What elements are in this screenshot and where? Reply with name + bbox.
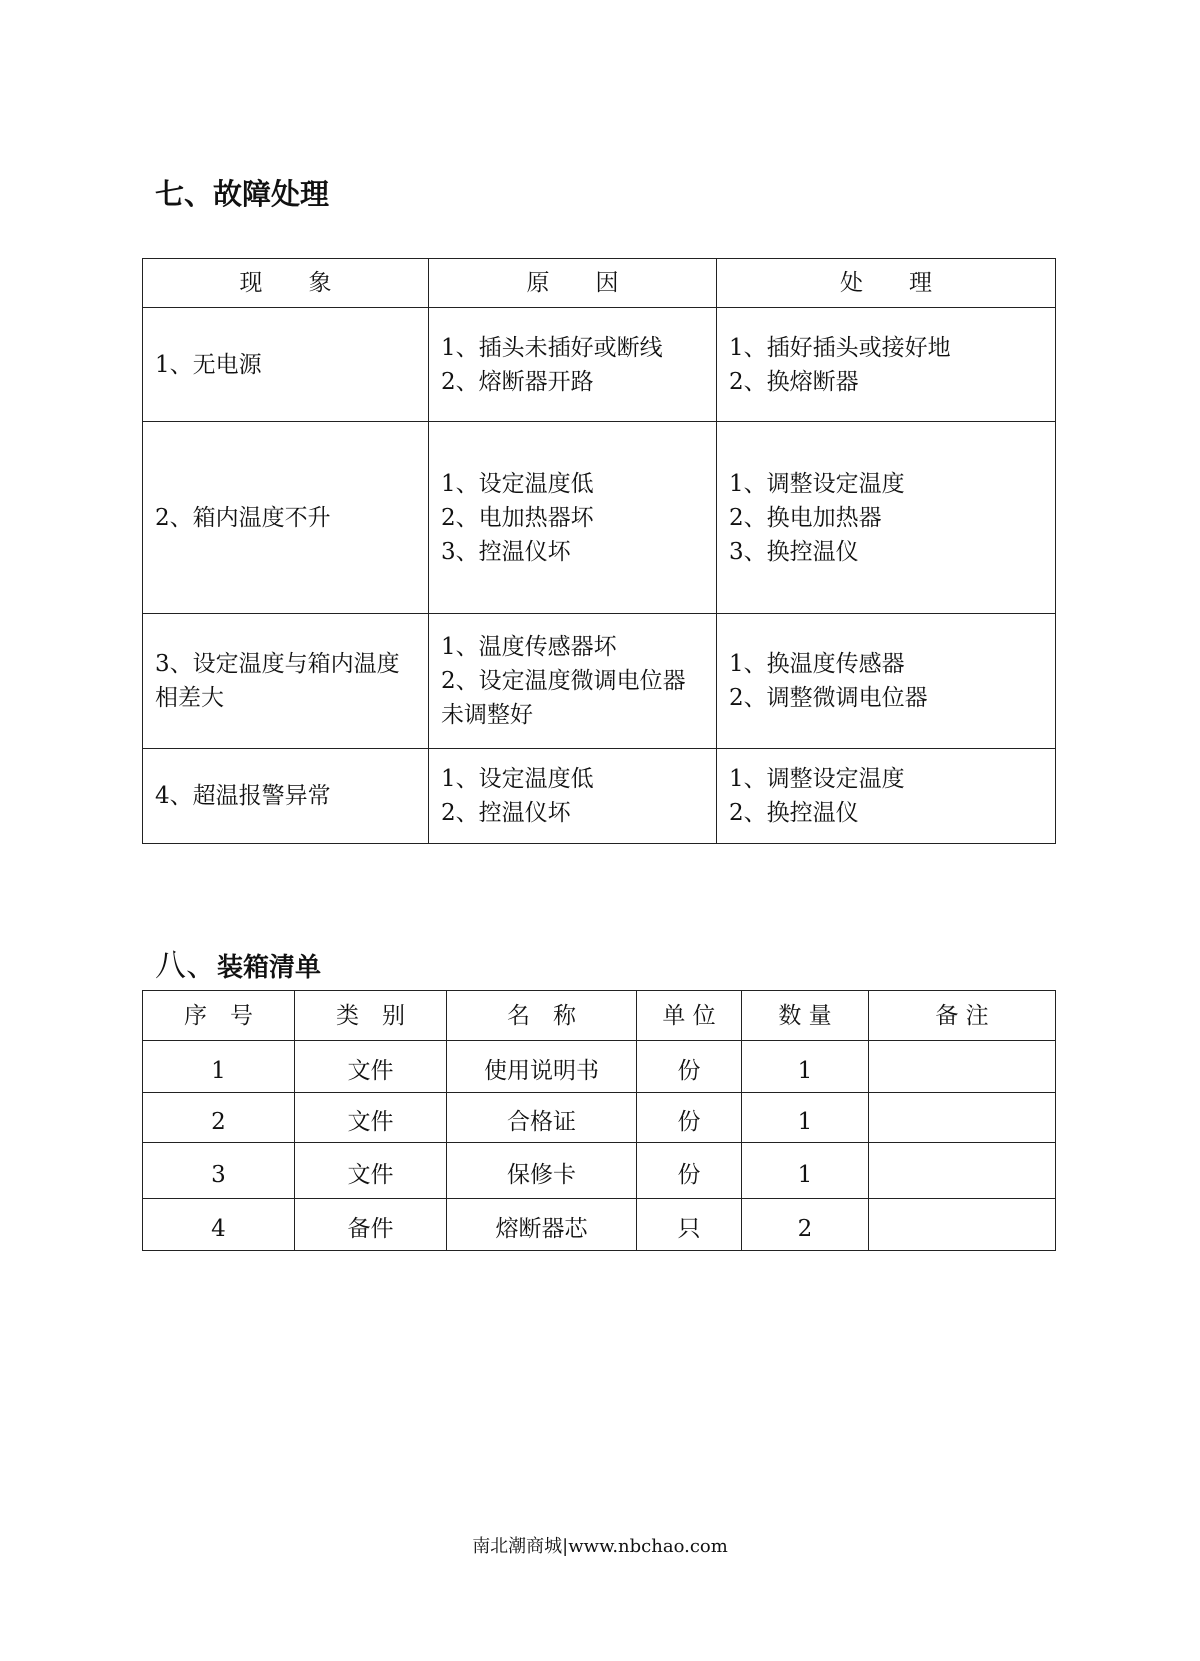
section8-label: 装箱清单 bbox=[217, 953, 322, 983]
section7-title: 七、故障处理 bbox=[155, 177, 330, 211]
causes-line: 1、温度传感器坏 bbox=[441, 634, 617, 660]
phenomenon-cell: 4、超温报警异常 bbox=[143, 749, 429, 844]
actions-line: 1、调整设定温度 bbox=[729, 470, 905, 497]
actions-line: 2、换控温仪 bbox=[729, 800, 859, 826]
table-cell bbox=[869, 1199, 1056, 1251]
table-cell: 2 bbox=[742, 1199, 869, 1251]
column-header: 类 别 bbox=[295, 991, 447, 1041]
actions-line: 3、换控温仪 bbox=[729, 538, 859, 565]
causes-cell bbox=[429, 614, 717, 749]
table-cell: 熔断器芯 bbox=[447, 1199, 637, 1251]
actions-cell bbox=[717, 614, 1056, 749]
table-cell: 合格证 bbox=[447, 1093, 637, 1143]
causes-line: 1、设定温度低 bbox=[441, 470, 594, 497]
actions-line: 2、换电加热器 bbox=[729, 504, 882, 531]
table-cell: 1 bbox=[742, 1093, 869, 1143]
column-header: 数 量 bbox=[742, 991, 869, 1041]
table-cell: 保修卡 bbox=[447, 1143, 637, 1199]
causes-line: 3、控温仪坏 bbox=[441, 538, 571, 565]
causes-line: 1、插头未插好或断线 bbox=[441, 334, 663, 361]
troubleshooting-table bbox=[142, 258, 1056, 844]
table-row bbox=[143, 1093, 1056, 1143]
causes-cell bbox=[429, 749, 717, 844]
table-cell: 2 bbox=[143, 1093, 295, 1143]
table-row bbox=[143, 1143, 1056, 1199]
actions-line: 1、换温度传感器 bbox=[729, 651, 905, 677]
table-cell: 份 bbox=[637, 1093, 742, 1143]
causes-cell bbox=[429, 422, 717, 614]
column-header: 单 位 bbox=[637, 991, 742, 1041]
table-cell: 1 bbox=[742, 1143, 869, 1199]
actions-line: 2、调整微调电位器 bbox=[729, 685, 928, 711]
table-cell: 文件 bbox=[295, 1143, 447, 1199]
table-cell bbox=[869, 1093, 1056, 1143]
column-header: 名 称 bbox=[447, 991, 637, 1041]
table-cell: 3 bbox=[143, 1143, 295, 1199]
table-cell bbox=[869, 1041, 1056, 1093]
table-cell: 4 bbox=[143, 1199, 295, 1251]
table-row bbox=[143, 1041, 1056, 1093]
actions-cell bbox=[717, 422, 1056, 614]
table-cell: 文件 bbox=[295, 1041, 447, 1093]
table-cell bbox=[869, 1143, 1056, 1199]
table-cell: 份 bbox=[637, 1143, 742, 1199]
table-header-row bbox=[143, 259, 1056, 308]
actions-line: 1、插好插头或接好地 bbox=[729, 334, 951, 361]
causes-line: 2、设定温度微调电位器未调整好 bbox=[441, 668, 686, 728]
causes-cell bbox=[429, 308, 717, 422]
actions-cell bbox=[717, 308, 1056, 422]
column-header: 备 注 bbox=[869, 991, 1056, 1041]
section8-number: 八、 bbox=[155, 948, 217, 984]
causes-line: 1、设定温度低 bbox=[441, 766, 594, 792]
table-cell: 1 bbox=[143, 1041, 295, 1093]
table-cell: 文件 bbox=[295, 1093, 447, 1143]
table-row bbox=[143, 1199, 1056, 1251]
causes-line: 2、电加热器坏 bbox=[441, 504, 594, 531]
causes-line: 2、控温仪坏 bbox=[441, 800, 571, 826]
table-cell: 只 bbox=[637, 1199, 742, 1251]
table-cell: 份 bbox=[637, 1041, 742, 1093]
section8-title bbox=[155, 940, 321, 985]
header-cause: 原 因 bbox=[429, 259, 717, 308]
actions-cell bbox=[717, 749, 1056, 844]
column-header: 序 号 bbox=[143, 991, 295, 1041]
phenomenon-cell: 1、无电源 bbox=[143, 308, 429, 422]
packing-list-table bbox=[142, 990, 1056, 1251]
header-action: 处 理 bbox=[717, 259, 1056, 308]
table-cell: 1 bbox=[742, 1041, 869, 1093]
phenomenon-cell: 2、箱内温度不升 bbox=[143, 422, 429, 614]
table-header-row bbox=[143, 991, 1056, 1041]
header-phenomenon: 现 象 bbox=[143, 259, 429, 308]
table-cell: 备件 bbox=[295, 1199, 447, 1251]
table-row bbox=[143, 422, 1056, 614]
actions-line: 1、调整设定温度 bbox=[729, 766, 905, 792]
table-row bbox=[143, 749, 1056, 844]
footer: 南北潮商城|www.nbchao.com bbox=[472, 1536, 728, 1557]
phenomenon-cell: 3、设定温度与箱内温度相差大 bbox=[143, 614, 429, 749]
actions-line: 2、换熔断器 bbox=[729, 368, 859, 395]
table-row bbox=[143, 308, 1056, 422]
table-row bbox=[143, 614, 1056, 749]
causes-line: 2、熔断器开路 bbox=[441, 368, 594, 395]
table-cell: 使用说明书 bbox=[447, 1041, 637, 1093]
